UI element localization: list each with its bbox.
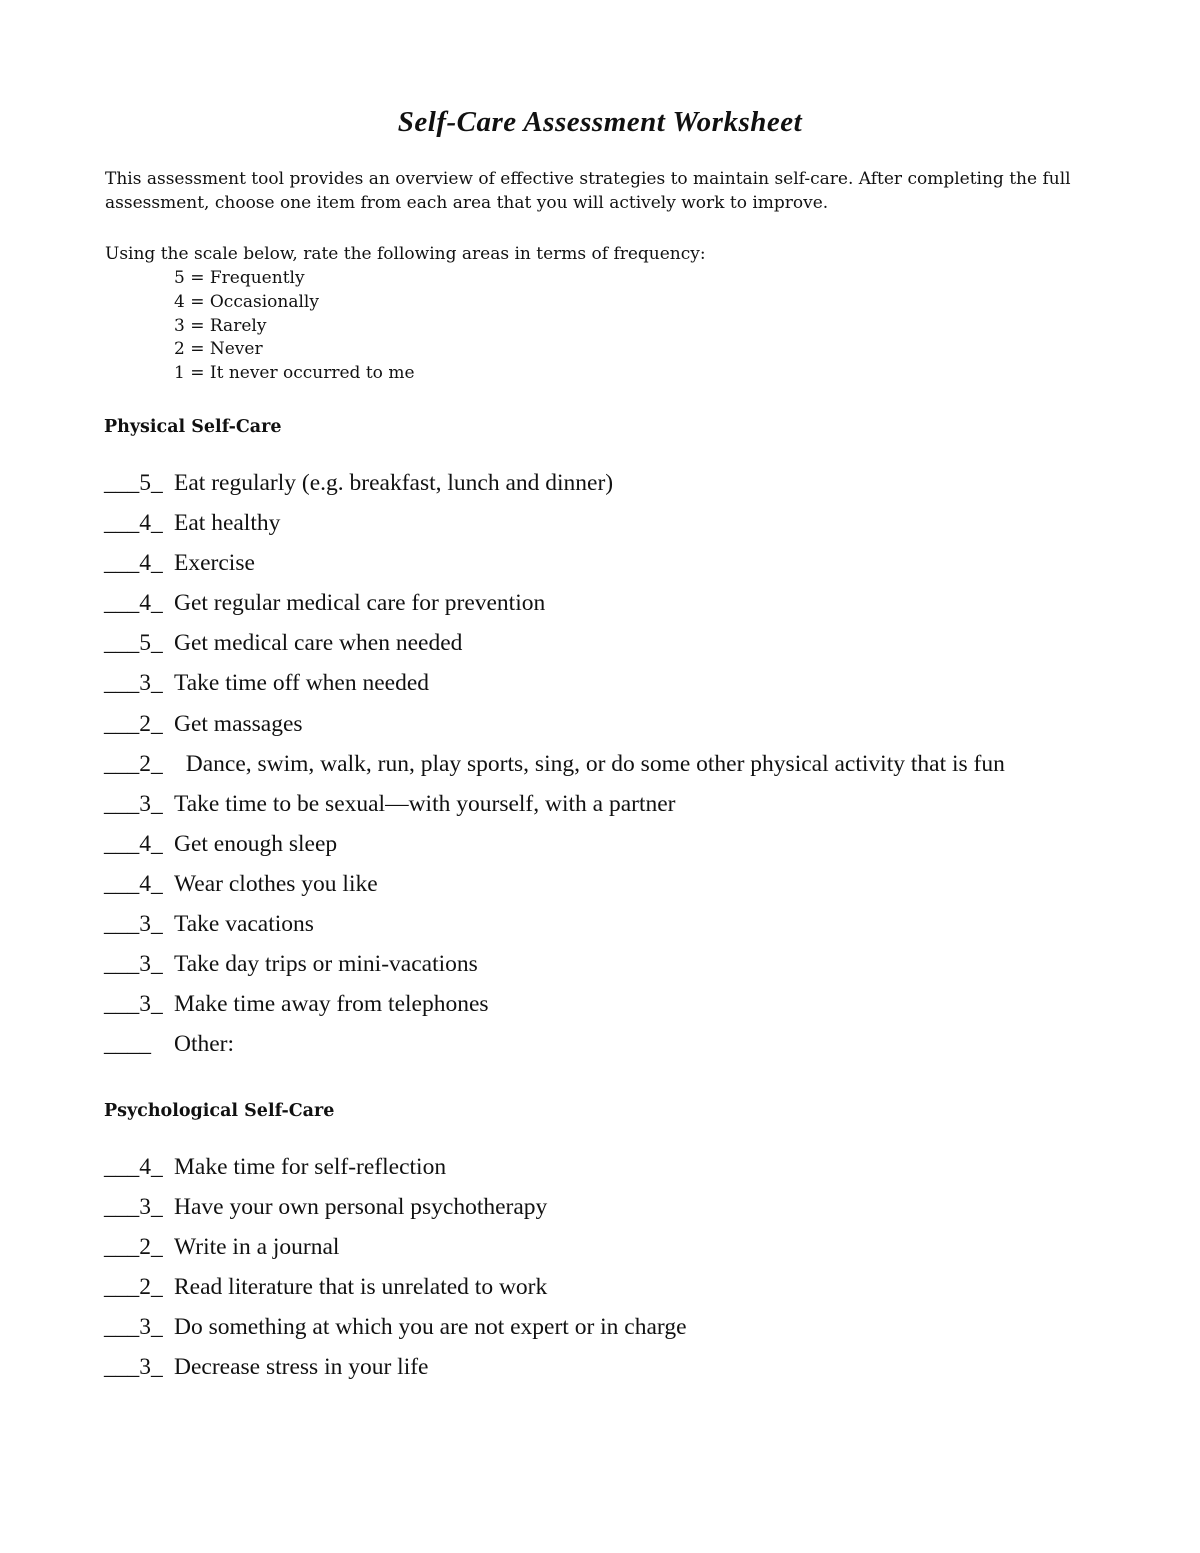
rating-field[interactable]: ___3_ [104, 911, 163, 938]
rating-field[interactable]: ___3_ [104, 1314, 163, 1341]
assessment-item [104, 1024, 1005, 1064]
rating-field[interactable]: ___4_ [104, 870, 163, 897]
assessment-item [104, 1307, 687, 1347]
rating-field[interactable]: ___2_ [104, 1234, 163, 1261]
item-label: Have your own personal psychotherapy [174, 1194, 548, 1221]
intro-paragraph: This assessment tool provides an overview of effective strategies to maintain self-care. After completing the full assessment, choose one item from each area that you will actively work to improve. [105, 169, 1071, 213]
assessment-item [104, 1347, 687, 1387]
item-label: Make time for self-reflection [174, 1154, 447, 1180]
assessment-item [104, 583, 1005, 623]
rating-field[interactable]: ___5_ [104, 470, 163, 496]
assessment-item [104, 984, 1005, 1024]
section-heading-physical: Physical Self-Care [104, 417, 282, 437]
rating-field[interactable]: ___2_ [104, 750, 163, 777]
rating-field[interactable]: ___4_ [104, 830, 163, 857]
rating-field[interactable]: ___4_ [104, 510, 163, 537]
rating-field[interactable]: ___3_ [104, 991, 163, 1018]
item-label: Wear clothes you like [174, 870, 378, 897]
item-label: Get medical care when needed [174, 630, 463, 657]
rating-field[interactable]: ____ [104, 1031, 151, 1058]
psychological-items-list [104, 1147, 687, 1388]
scale-item: 5 = Frequently [174, 268, 305, 288]
scale-item: 2 = Never [174, 339, 263, 360]
rating-field[interactable]: ___2_ [104, 710, 163, 737]
item-label: Other: [174, 1031, 235, 1058]
item-label: Eat regularly (e.g. breakfast, lunch and dinner) [174, 470, 614, 496]
item-label: Take time off when needed [174, 670, 430, 697]
rating-field[interactable]: ___2_ [104, 1274, 163, 1301]
rating-field[interactable]: ___5_ [104, 630, 163, 657]
item-label: Get enough sleep [174, 830, 338, 857]
item-label: Take vacations [174, 911, 314, 938]
scale-item: 1 = It never occurred to me [174, 363, 415, 384]
assessment-item [104, 1187, 687, 1227]
assessment-item [104, 623, 1005, 663]
rating-field[interactable]: ___3_ [104, 951, 163, 978]
section-heading-psychological: Psychological Self-Care [104, 1101, 335, 1121]
rating-field[interactable]: ___4_ [104, 1154, 163, 1180]
assessment-item [104, 944, 1005, 984]
assessment-item [104, 1147, 687, 1187]
scale-item: 3 = Rarely [174, 315, 267, 336]
item-label: Dance, swim, walk, run, play sports, sing, or do some other physical activity that is fun [174, 750, 1005, 777]
assessment-item [104, 864, 1005, 904]
item-label: Exercise [174, 550, 255, 577]
rating-field[interactable]: ___4_ [104, 590, 163, 617]
rating-scale [174, 267, 415, 386]
scale-instructions: Using the scale below, rate the following areas in terms of frequency: [105, 244, 706, 264]
assessment-item [104, 663, 1005, 703]
item-label: Eat healthy [174, 510, 281, 537]
item-label: Take time to be sexual—with yourself, with a partner [174, 790, 676, 817]
item-label: Get regular medical care for prevention [174, 590, 546, 617]
rating-field[interactable]: ___3_ [104, 1354, 163, 1381]
physical-items-list [104, 463, 1005, 1064]
item-label: Take day trips or mini-vacations [174, 951, 478, 978]
item-label: Read literature that is unrelated to work [174, 1274, 548, 1301]
page-title: Self-Care Assessment Worksheet [397, 106, 803, 138]
assessment-item [104, 503, 1005, 543]
item-label: Do something at which you are not expert or in charge [174, 1314, 687, 1341]
rating-field[interactable]: ___4_ [104, 550, 163, 577]
assessment-item [104, 784, 1005, 824]
item-label: Get massages [174, 710, 303, 737]
item-label: Decrease stress in your life [174, 1354, 429, 1381]
assessment-item [104, 904, 1005, 944]
assessment-item [104, 824, 1005, 864]
rating-field[interactable]: ___3_ [104, 790, 163, 817]
item-label: Write in a journal [174, 1234, 340, 1261]
rating-field[interactable]: ___3_ [104, 670, 163, 697]
assessment-item [104, 463, 1005, 503]
rating-field[interactable]: ___3_ [104, 1194, 163, 1221]
assessment-item [104, 1267, 687, 1307]
assessment-item [104, 744, 1005, 784]
assessment-item [104, 1227, 687, 1267]
item-label: Make time away from telephones [174, 991, 489, 1018]
scale-item: 4 = Occasionally [174, 291, 319, 312]
assessment-item [104, 704, 1005, 744]
assessment-item [104, 543, 1005, 583]
